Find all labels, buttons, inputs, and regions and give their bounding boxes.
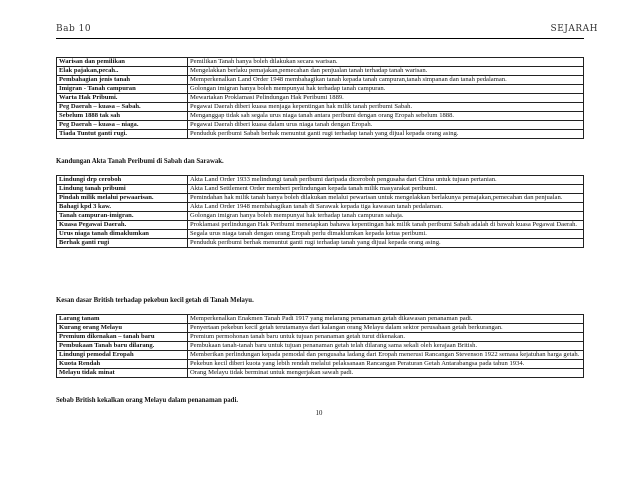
row-description: Mewartakan Proklamasi Pelindungan Hak Peribumi 1889. <box>188 94 584 103</box>
row-keyword: Urus niaga tanah dimaklumkan <box>57 230 188 239</box>
row-keyword: Tiada Tuntut ganti rugi. <box>57 130 188 139</box>
row-description: Pemindahan hak milik tanah hanya boleh dilakukan melalui pewarisan untuk mengelakkan berlakunya pemajakan,pemecahan dan penjualan. <box>188 194 584 203</box>
table-row <box>57 315 584 324</box>
table-row <box>57 212 584 221</box>
row-description: Memberikan perlindungan kepada pemodal dan pengusaha ladang dari Eropah menerusi Rancangan Stevenson 1922 semasa kejatuhan harga getah. <box>188 351 584 360</box>
table-row <box>57 333 584 342</box>
section-title-penanaman-padi: Sebab British kekalkan orang Melayu dalam penanaman padi. <box>56 397 239 404</box>
table-akta-tanah <box>56 175 584 248</box>
row-description: Penduduk peribumi berhak menuntut ganti rugi terhadap tanah yang dijual kepada orang asing. <box>188 239 584 248</box>
row-keyword: Imigran - Tanah campuran <box>57 85 188 94</box>
row-description: Segala urus niaga tanah dengan orang Eropah perlu dimaklumkan kepada ketua peribumi. <box>188 230 584 239</box>
row-keyword: Pembahagian jenis tanah <box>57 76 188 85</box>
row-description: Menganggap tidak sah segala urus niaga tanah antara peribumi dengan orang Eropah sebelum 1888. <box>188 112 584 121</box>
row-keyword: Peg Daerah – kuasa – Sabah. <box>57 103 188 112</box>
row-description: Penyertaan pekebun kecil getah terutamanya dari kalangan orang Melayu dalam sektor perusahaan getah berkurangan. <box>188 324 584 333</box>
row-keyword: Warta Hak Pribumi. <box>57 94 188 103</box>
table-row <box>57 103 584 112</box>
row-description: Orang Melayu tidak berminat untuk mengerjakan sawah padi. <box>188 369 584 378</box>
table-row <box>57 130 584 139</box>
table-row <box>57 112 584 121</box>
row-keyword: Melayu tidak minat <box>57 369 188 378</box>
row-keyword: Kurang orang Melayu <box>57 324 188 333</box>
row-keyword: Lindungi drp ceroboh <box>57 176 188 185</box>
table-row <box>57 360 584 369</box>
table-row <box>57 221 584 230</box>
row-keyword: Elak pajakan,pecah.. <box>57 67 188 76</box>
table-row <box>57 85 584 94</box>
table-row <box>57 203 584 212</box>
table-row <box>57 176 584 185</box>
row-description: Pembukaan tanah-tanah baru untuk tujuan penanaman getah telah dilarang sama sekali oleh kerajaan British. <box>188 342 584 351</box>
table-row <box>57 230 584 239</box>
row-keyword: Pembukaan Tanah baru dilarang. <box>57 342 188 351</box>
table-row <box>57 67 584 76</box>
row-description: Proklamasi perlindungan Hak Peribumi menetapkan bahawa kepentingan hak milik tanah peribumi Sabah adalah di bawah kuasa Pegawai Daerah. <box>188 221 584 230</box>
table-row <box>57 76 584 85</box>
row-description: Premium permohonan tanah baru untuk tujuan penanaman getah turut dikenakan. <box>188 333 584 342</box>
row-description: Penduduk peribumi Sabah berhak menuntut ganti rugi terhadap tanah yang dijual kepada orang asing. <box>188 130 584 139</box>
header-right: SEJARAH <box>550 24 598 34</box>
table-row <box>57 351 584 360</box>
row-keyword: Tanah campuran-imigran. <box>57 212 188 221</box>
row-keyword: Kuota Rendah <box>57 360 188 369</box>
table-kesan-dasar <box>56 314 584 378</box>
section-title-pekebun-kecil: Kesan dasar British terhadap pekebun kecil getah di Tanah Melayu. <box>56 297 254 304</box>
row-description: Akta Land Order 1933 melindungi tanah peribumi daripada diceroboh pengusaha dari China untuk tujuan pertanian. <box>188 176 584 185</box>
table-row <box>57 342 584 351</box>
table-row <box>57 58 584 67</box>
table-row <box>57 194 584 203</box>
row-keyword: Kuasa Pegawai Daerah. <box>57 221 188 230</box>
header-left: Bab 10 <box>56 24 92 34</box>
table-row <box>57 239 584 248</box>
table-row <box>57 369 584 378</box>
row-description: Pekebun kecil diberi kuota yang lebih rendah melalui pelaksanaan Rancangan Peraturan Getah Antarabangsa pada tahun 1934. <box>188 360 584 369</box>
row-keyword: Lindungi pemodal Eropah <box>57 351 188 360</box>
row-description: Memperkenalkan Enakmen Tanah Padi 1917 yang melarang penanaman getah dikawasan penanaman padi. <box>188 315 584 324</box>
row-keyword: Bahagi kpd 3 kaw. <box>57 203 188 212</box>
row-keyword: Berhak ganti rugi <box>57 239 188 248</box>
row-keyword: Premium dikenakan – tanah baru <box>57 333 188 342</box>
row-keyword: Larang tanam <box>57 315 188 324</box>
table-row <box>57 94 584 103</box>
row-keyword: Lindung tanah pribumi <box>57 185 188 194</box>
table-row <box>57 121 584 130</box>
row-description: Golongan imigran hanya boleh mempunyai hak terhadap tanah campuran sahaja. <box>188 212 584 221</box>
row-keyword: Warisan dan pemilikan <box>57 58 188 67</box>
row-keyword: Pindah milik melalui pewaarisan. <box>57 194 188 203</box>
row-keyword: Sebelum 1888 tak sah <box>57 112 188 121</box>
row-description: Golongan imigran hanya boleh mempunyai hak terhadap tanah campuran. <box>188 85 584 94</box>
row-description: Akta Land Settlement Order memberi perlindungan kepada tanah milik masyarakat peribumi. <box>188 185 584 194</box>
section-title-sabah-sarawak: Kandungan Akta Tanah Peribumi di Sabah dan Sarawak. <box>56 158 224 165</box>
table-row <box>57 324 584 333</box>
row-description: Pegawai Daerah diberi kuasa menjaga kepentingan hak milik tanah peribumi Sabah. <box>188 103 584 112</box>
table-row <box>57 185 584 194</box>
page-number: 10 <box>315 410 323 417</box>
row-description: Mengelakkan berlaku pemajakan,pemecahan dan penjualan tanah terhadap tanah warisan. <box>188 67 584 76</box>
row-keyword: Peg Daerah – kuasa – niaga. <box>57 121 188 130</box>
row-description: Memperkenalkan Land Order 1948 membahagikan tanah kepada tanah campuran,tanah simpanan dan tanah pedalaman. <box>188 76 584 85</box>
row-description: Pegawai Daerah diberi kuasa dalam urus niaga tanah dengan Eropah. <box>188 121 584 130</box>
header-rule <box>56 38 584 39</box>
row-description: Akta Land Order 1948 membahagikan tanah di Sarawak kepada tiga kawasan tanah pedalaman. <box>188 203 584 212</box>
row-description: Pemilikan Tanah hanya boleh dilakukan secara warisan. <box>188 58 584 67</box>
table-warisan <box>56 57 584 139</box>
